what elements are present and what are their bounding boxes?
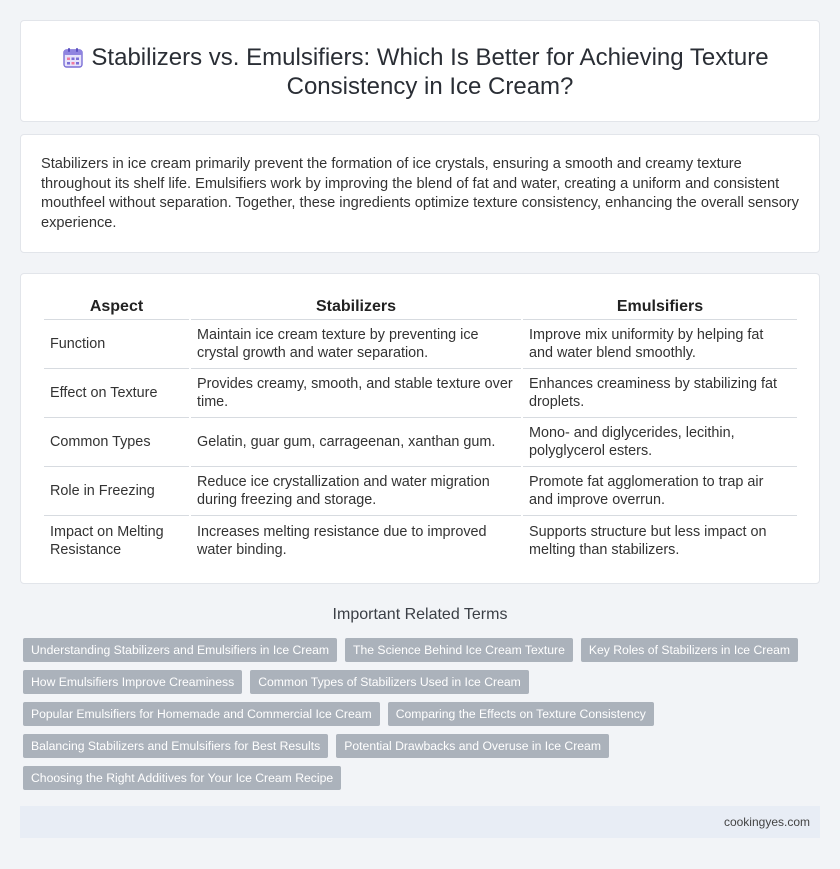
cell-emulsifiers: Improve mix uniformity by helping fat and water blend smoothly.	[523, 320, 797, 369]
cell-stabilizers: Reduce ice crystallization and water migration during freezing and storage.	[191, 467, 521, 516]
cell-emulsifiers: Mono- and diglycerides, lecithin, polyglycerol esters.	[523, 418, 797, 467]
comparison-table-card	[20, 273, 820, 584]
cell-aspect: Common Types	[44, 418, 189, 467]
cell-stabilizers: Maintain ice cream texture by preventing ice crystal growth and water separation.	[191, 320, 521, 369]
related-term-tag[interactable]: How Emulsifiers Improve Creaminess	[23, 670, 242, 694]
header-stabilizers: Stabilizers	[191, 294, 521, 320]
cell-stabilizers: Gelatin, guar gum, carrageenan, xanthan gum.	[191, 418, 521, 467]
table-header-row	[44, 294, 797, 320]
cell-emulsifiers: Promote fat agglomeration to trap air and improve overrun.	[523, 467, 797, 516]
header-card	[20, 20, 820, 122]
cell-stabilizers: Provides creamy, smooth, and stable texture over time.	[191, 369, 521, 418]
footer	[20, 806, 820, 838]
comparison-table	[42, 294, 799, 565]
page-title: Stabilizers vs. Emulsifiers: Which Is Better for Achieving Texture Consistency in Ice Cream?	[91, 44, 769, 100]
related-term-tag[interactable]: Potential Drawbacks and Overuse in Ice Cream	[336, 734, 609, 758]
table-row	[44, 369, 797, 418]
related-terms-list	[23, 638, 813, 790]
cell-aspect: Function	[44, 320, 189, 369]
related-term-tag[interactable]: Choosing the Right Additives for Your Ice Cream Recipe	[23, 766, 341, 790]
related-term-tag[interactable]: Understanding Stabilizers and Emulsifiers in Ice Cream	[23, 638, 337, 662]
cell-aspect: Effect on Texture	[44, 369, 189, 418]
table-row	[44, 516, 797, 565]
header-emulsifiers: Emulsifiers	[523, 294, 797, 320]
cell-aspect: Impact on Melting Resistance	[50, 523, 164, 558]
related-term-tag[interactable]: Key Roles of Stabilizers in Ice Cream	[581, 638, 798, 662]
header-aspect: Aspect	[44, 294, 189, 320]
related-term-tag[interactable]: Common Types of Stabilizers Used in Ice Cream	[250, 670, 529, 694]
cell-stabilizers: Increases melting resistance due to improved water binding.	[197, 523, 487, 558]
related-term-tag[interactable]: Comparing the Effects on Texture Consistency	[388, 702, 654, 726]
table-row	[44, 467, 797, 516]
related-term-tag[interactable]: The Science Behind Ice Cream Texture	[345, 638, 573, 662]
intro-paragraph: Stabilizers in ice cream primarily prevent the formation of ice crystals, ensuring a smooth and creamy texture throughout its shelf life. Emulsifiers work by improving the blend of fat and water, creating a uniform and consistent mouthfeel without separation. Together, these ingredients optimize texture consistency, enhancing the overall sensory experience.	[41, 156, 799, 231]
intro-card	[20, 134, 820, 253]
table-row	[44, 320, 797, 369]
cell-emulsifiers: Enhances creaminess by stabilizing fat droplets.	[523, 369, 797, 418]
footer-site-link[interactable]: cookingyes.com	[723, 815, 810, 829]
cell-aspect: Role in Freezing	[44, 467, 189, 516]
related-term-tag[interactable]: Popular Emulsifiers for Homemade and Commercial Ice Cream	[23, 702, 380, 726]
cell-emulsifiers: Supports structure but less impact on melting than stabilizers.	[529, 523, 767, 558]
related-terms-heading: Important Related Terms	[332, 606, 508, 623]
table-row	[44, 418, 797, 467]
related-term-tag[interactable]: Balancing Stabilizers and Emulsifiers for Best Results	[23, 734, 328, 758]
